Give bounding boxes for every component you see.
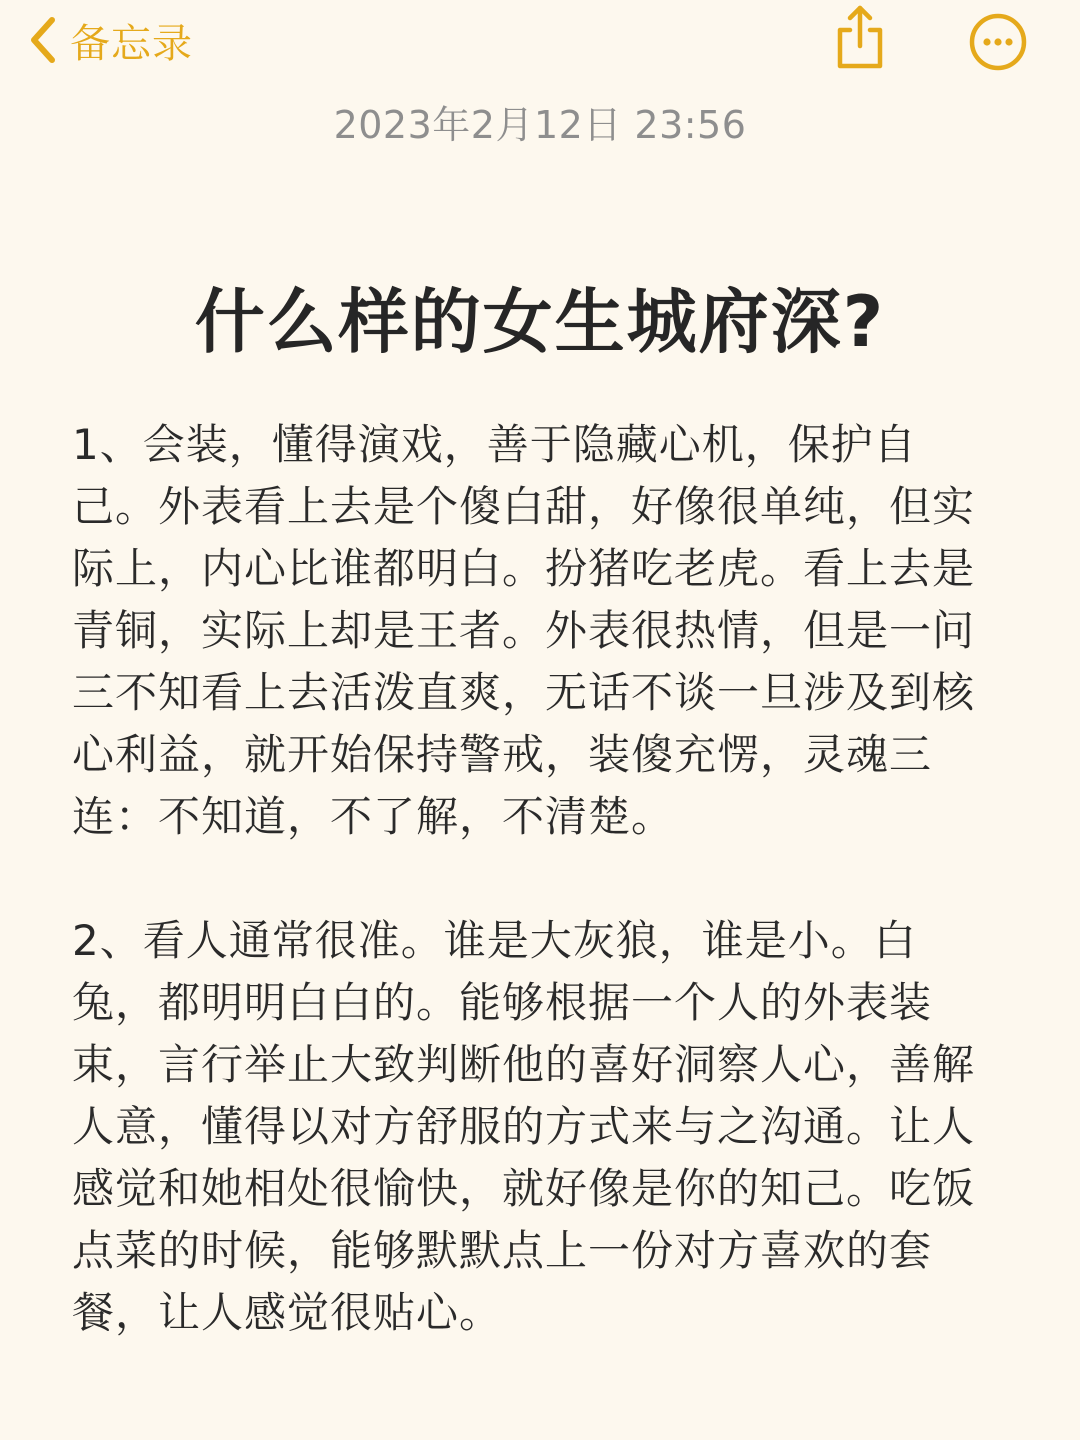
navigation-bar [0,0,1080,82]
share-icon [830,57,890,76]
back-label: 备忘录 [70,20,193,67]
note-timestamp: 2023年2月12日 23:56 [333,103,747,147]
note-title[interactable]: 什么样的女生城府深? [194,281,886,363]
more-button[interactable] [968,12,1028,72]
note-paragraph-2: 2、看人通常很准。谁是大灰狼，谁是小。白兔，都明明白白的。能够根据一个人的外表装束，言行举止大致判断他的喜好洞察人心，善解人意，懂得以对方舒服的方式来与之沟通。让人感觉和她相处很愉快，就好像是你的知己。吃饭点菜的时候，能够默默点上一份对方喜欢的套餐，让人感觉很贴心。 [72,916,976,1337]
note-paragraph-1: 1、会装，懂得演戏，善于隐藏心机，保护自己。外表看上去是个傻白甜，好像很单纯，但实际上，内心比谁都明白。扮猪吃老虎。看上去是青铜，实际上却是王者。外表很热情，但是一问三不知看上去活泼直爽，无话不谈一旦涉及到核心利益，就开始保持警戒，装傻充愣，灵魂三连：不知道，不了解，不清楚。 [72,420,976,841]
note-body[interactable] [72,414,1002,1344]
back-button[interactable] [28,8,193,72]
more-icon [968,57,1028,76]
share-button[interactable] [830,2,890,72]
chevron-left-icon [28,14,58,66]
